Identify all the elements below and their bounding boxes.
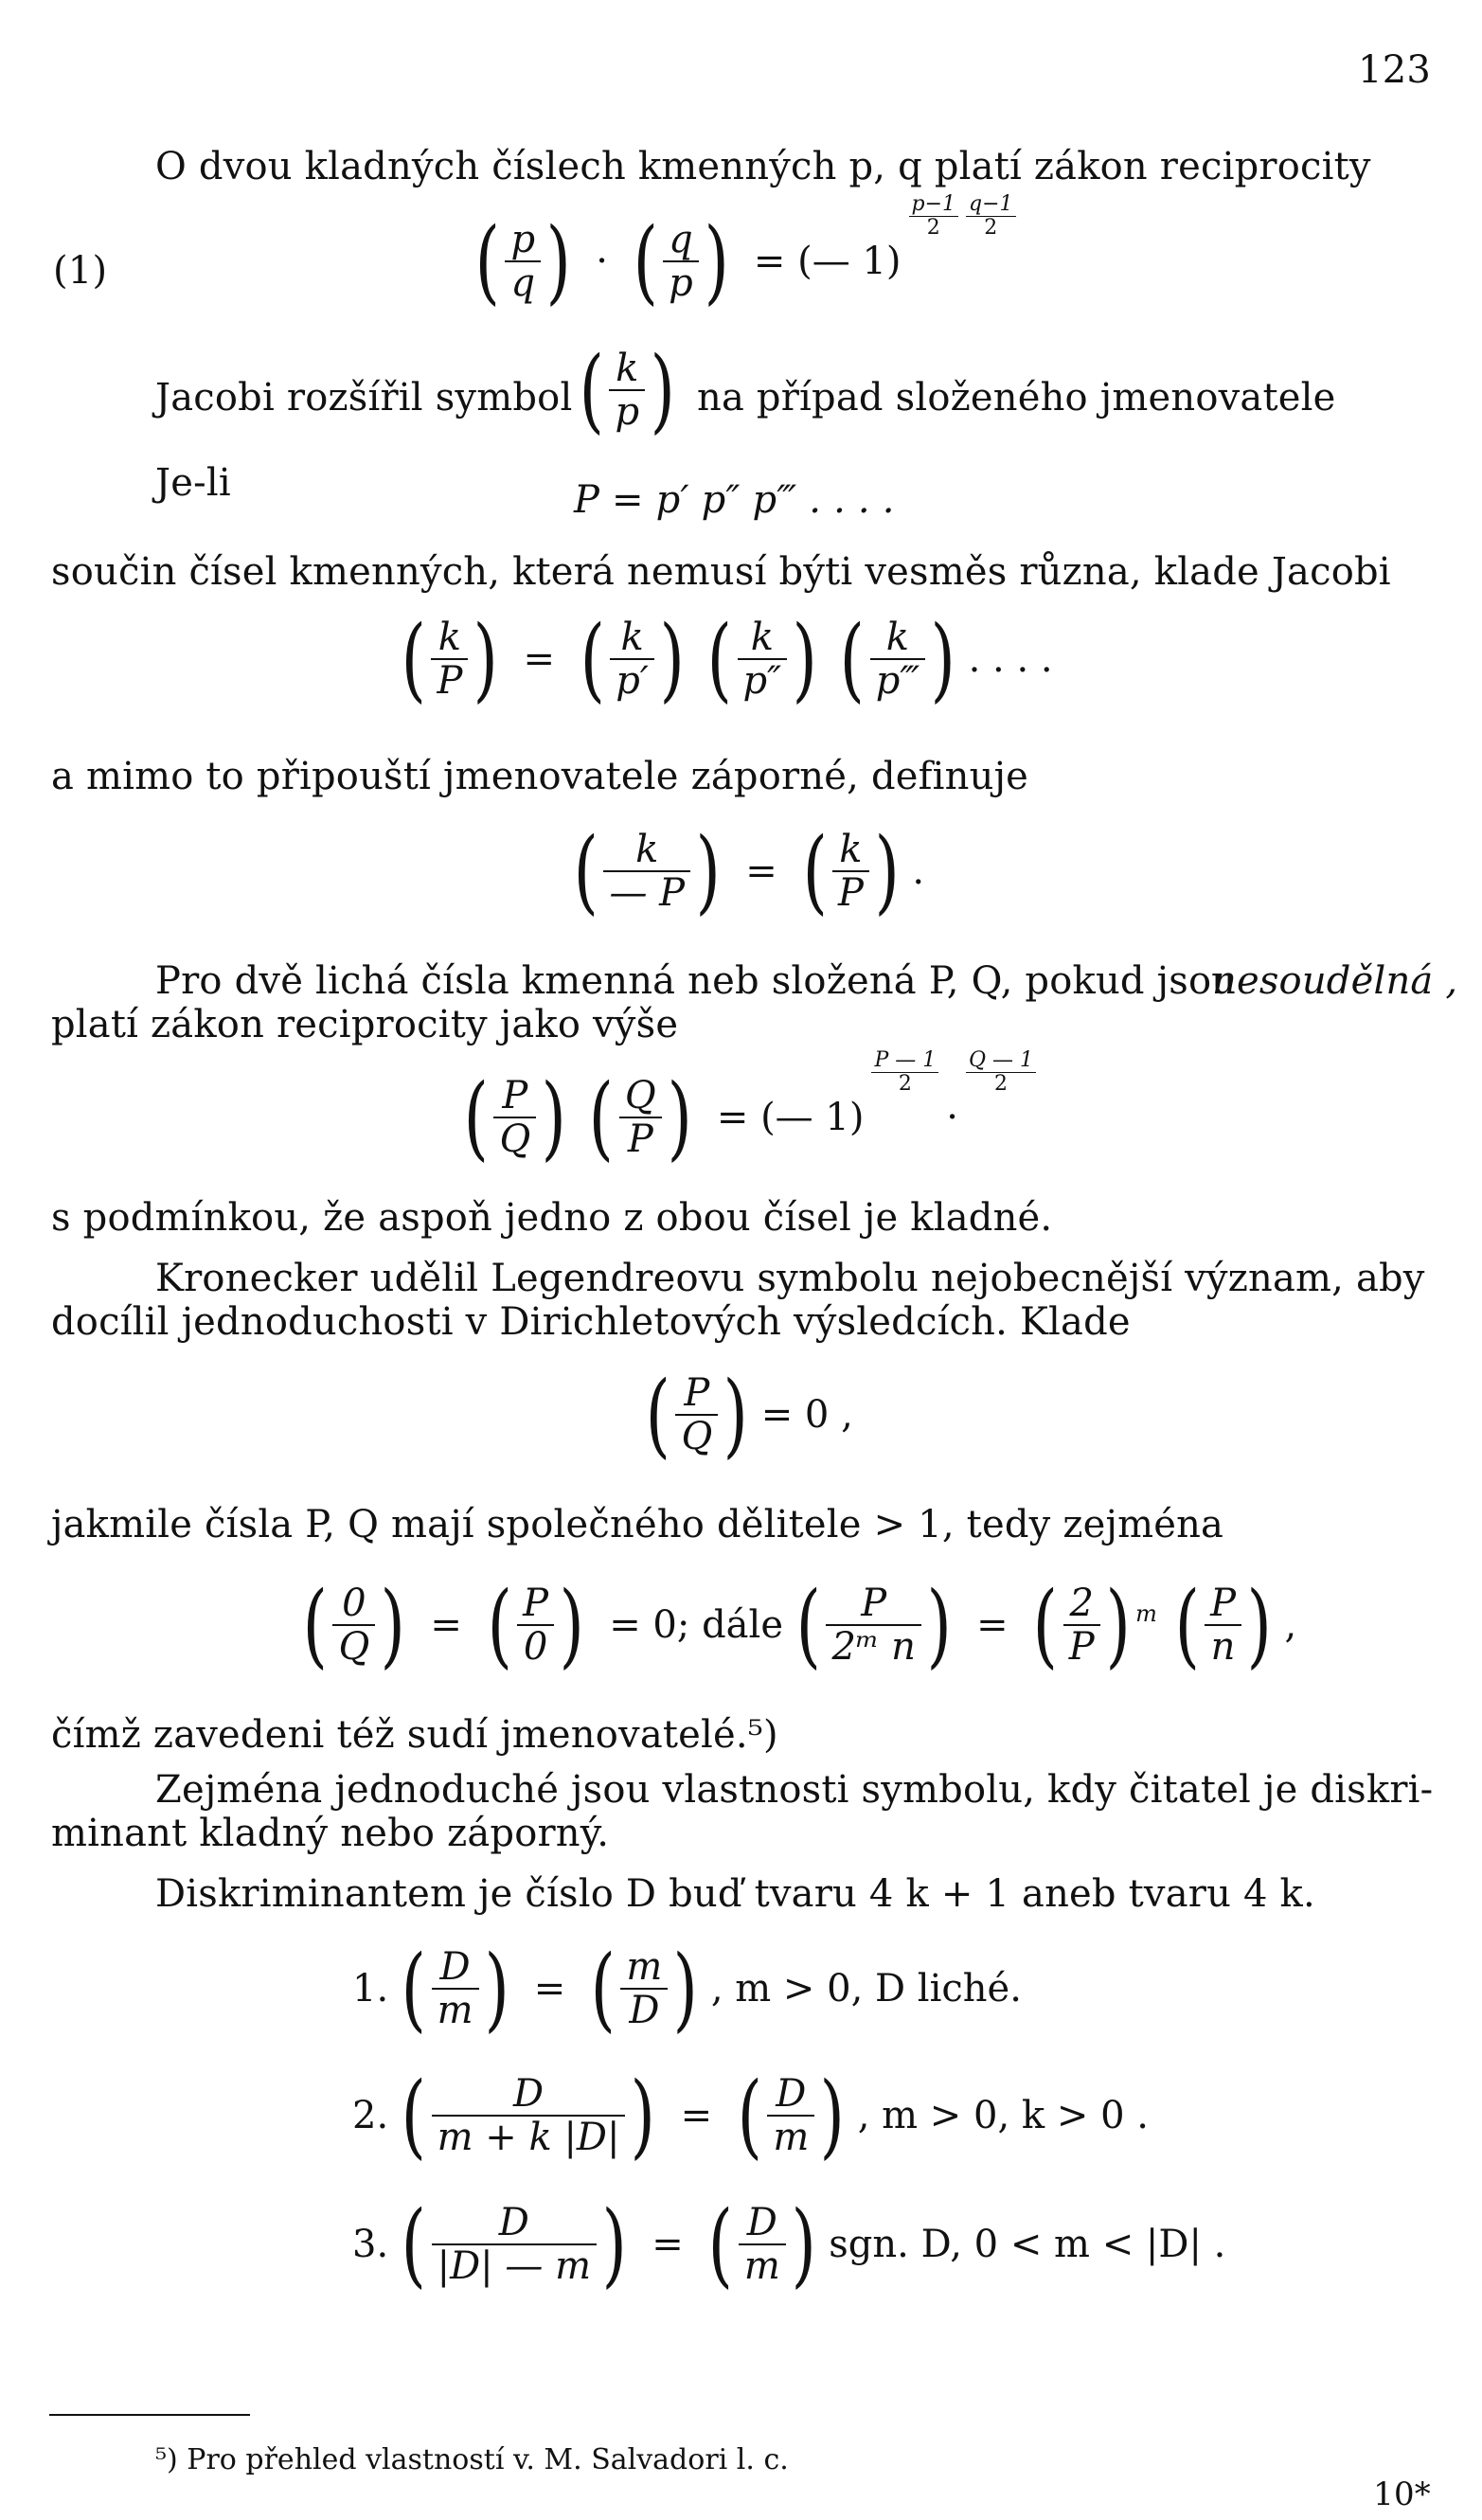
symbol-k-p: ( $\frac{k}{p}$ ) (579, 337, 675, 443)
equation-5: ( $\frac{P}{Q}$ ) = 0 , (645, 1362, 853, 1468)
property-2: 2. ( $\frac{D}{m + k |D|}$ ) = ( $\frac{D}{m}$ ) , m > 0, k > 0 . (352, 2063, 1149, 2169)
paragraph-11a: Zejména jednoduché jsou vlastnosti symbolu, kdy čitatel je diskri- (155, 1768, 1434, 1812)
paragraph-6a: Pro dvě lichá čísla kmenná neb složená P, Q, pokud jsou (155, 959, 1237, 1003)
paragraph-2b: na případ složeného jmenovatele (697, 376, 1336, 420)
footnote-rule (49, 2414, 250, 2416)
equation-label: (1) (53, 249, 108, 293)
paragraph-10: čímž zavedeni též sudí jmenovatelé.⁵) (51, 1713, 778, 1757)
property-1: 1. ( $\frac{D}{m}$ ) = ( $\frac{m}{D}$ ) , m > 0, D liché. (352, 1936, 1022, 2042)
equation-6: ( $\frac{0}{Q}$ ) = ( $\frac{P}{0}$ ) = 0; dále ( $\frac{P}{\text{2ᵐ n}}$ ) = ( $\frac{2}{P}$ ) m ( $\frac{P}{n}$ ) , (302, 1572, 1297, 1678)
signature-mark: 10* (1373, 2475, 1431, 2513)
paragraph-7: s podmínkou, že aspoň jedno z obou čísel je kladné. (51, 1196, 1053, 1240)
equation-3: ( $\frac{k}{— P}$ ) = ( $\frac{k}{P}$ ) . (573, 818, 925, 924)
property-3: 3. ( $\frac{D}{|D| — m}$ ) = ( $\frac{D}{m}$ ) sgn. D, 0 < m < |D| . (352, 2191, 1226, 2297)
footnote: ⁵) Pro přehled vlastností v. M. Salvadori l. c. (155, 2443, 789, 2476)
equation-p-product: P = p′ p″ p‴ . . . . (574, 478, 895, 522)
paragraph-9: jakmile čísla P, Q mají společného dělitele > 1, tedy zejména (51, 1503, 1224, 1546)
paragraph-2a: Jacobi rozšířil symbol (155, 376, 573, 420)
paragraph-5: a mimo to připouští jmenovatele záporné, definuje (51, 755, 1029, 798)
paragraph-3: Je-li (155, 461, 231, 505)
paragraph-12: Diskriminantem je číslo D buď tvaru 4 k + 1 aneb tvaru 4 k. (155, 1872, 1315, 1916)
page-number: 123 (1358, 48, 1431, 92)
paragraph-8b: docílil jednoduchosti v Dirichletových výsledcích. Klade (51, 1300, 1131, 1344)
equation-4: ( $\frac{P}{Q}$ ) ( $\frac{Q}{P}$ ) = (— 1) $\frac{P — 1}{2}$ · $\frac{Q — 1}{2}$ (458, 1072, 1036, 1163)
paragraph-6c: platí zákon reciprocity jako výše (51, 1003, 679, 1046)
equation-2: ( $\frac{k}{P}$ ) = ( $\frac{k}{p'}$ ) ( $\frac{k}{p''}$ ) ( $\frac{k}{p‴}$ ) . . . . (401, 606, 1053, 712)
paragraph-8a: Kronecker udělil Legendreovu symbolu nejobecnější význam, aby (155, 1257, 1425, 1300)
paragraph-11b: minant kladný nebo záporný. (51, 1812, 610, 1855)
equation-1: ( $\frac{p}{q}$ ) · ( $\frac{q}{p}$ ) = (— 1) $\frac{p-1}{2}$ $\frac{q-1}{2}$ (470, 216, 1016, 307)
paragraph-6b: nesoudělná , (1212, 959, 1458, 1003)
paragraph-4: součin čísel kmenných, která nemusí býti vesměs různa, klade Jacobi (51, 550, 1391, 594)
paragraph-1: O dvou kladných číslech kmenných p, q platí zákon reciprocity (155, 145, 1371, 188)
